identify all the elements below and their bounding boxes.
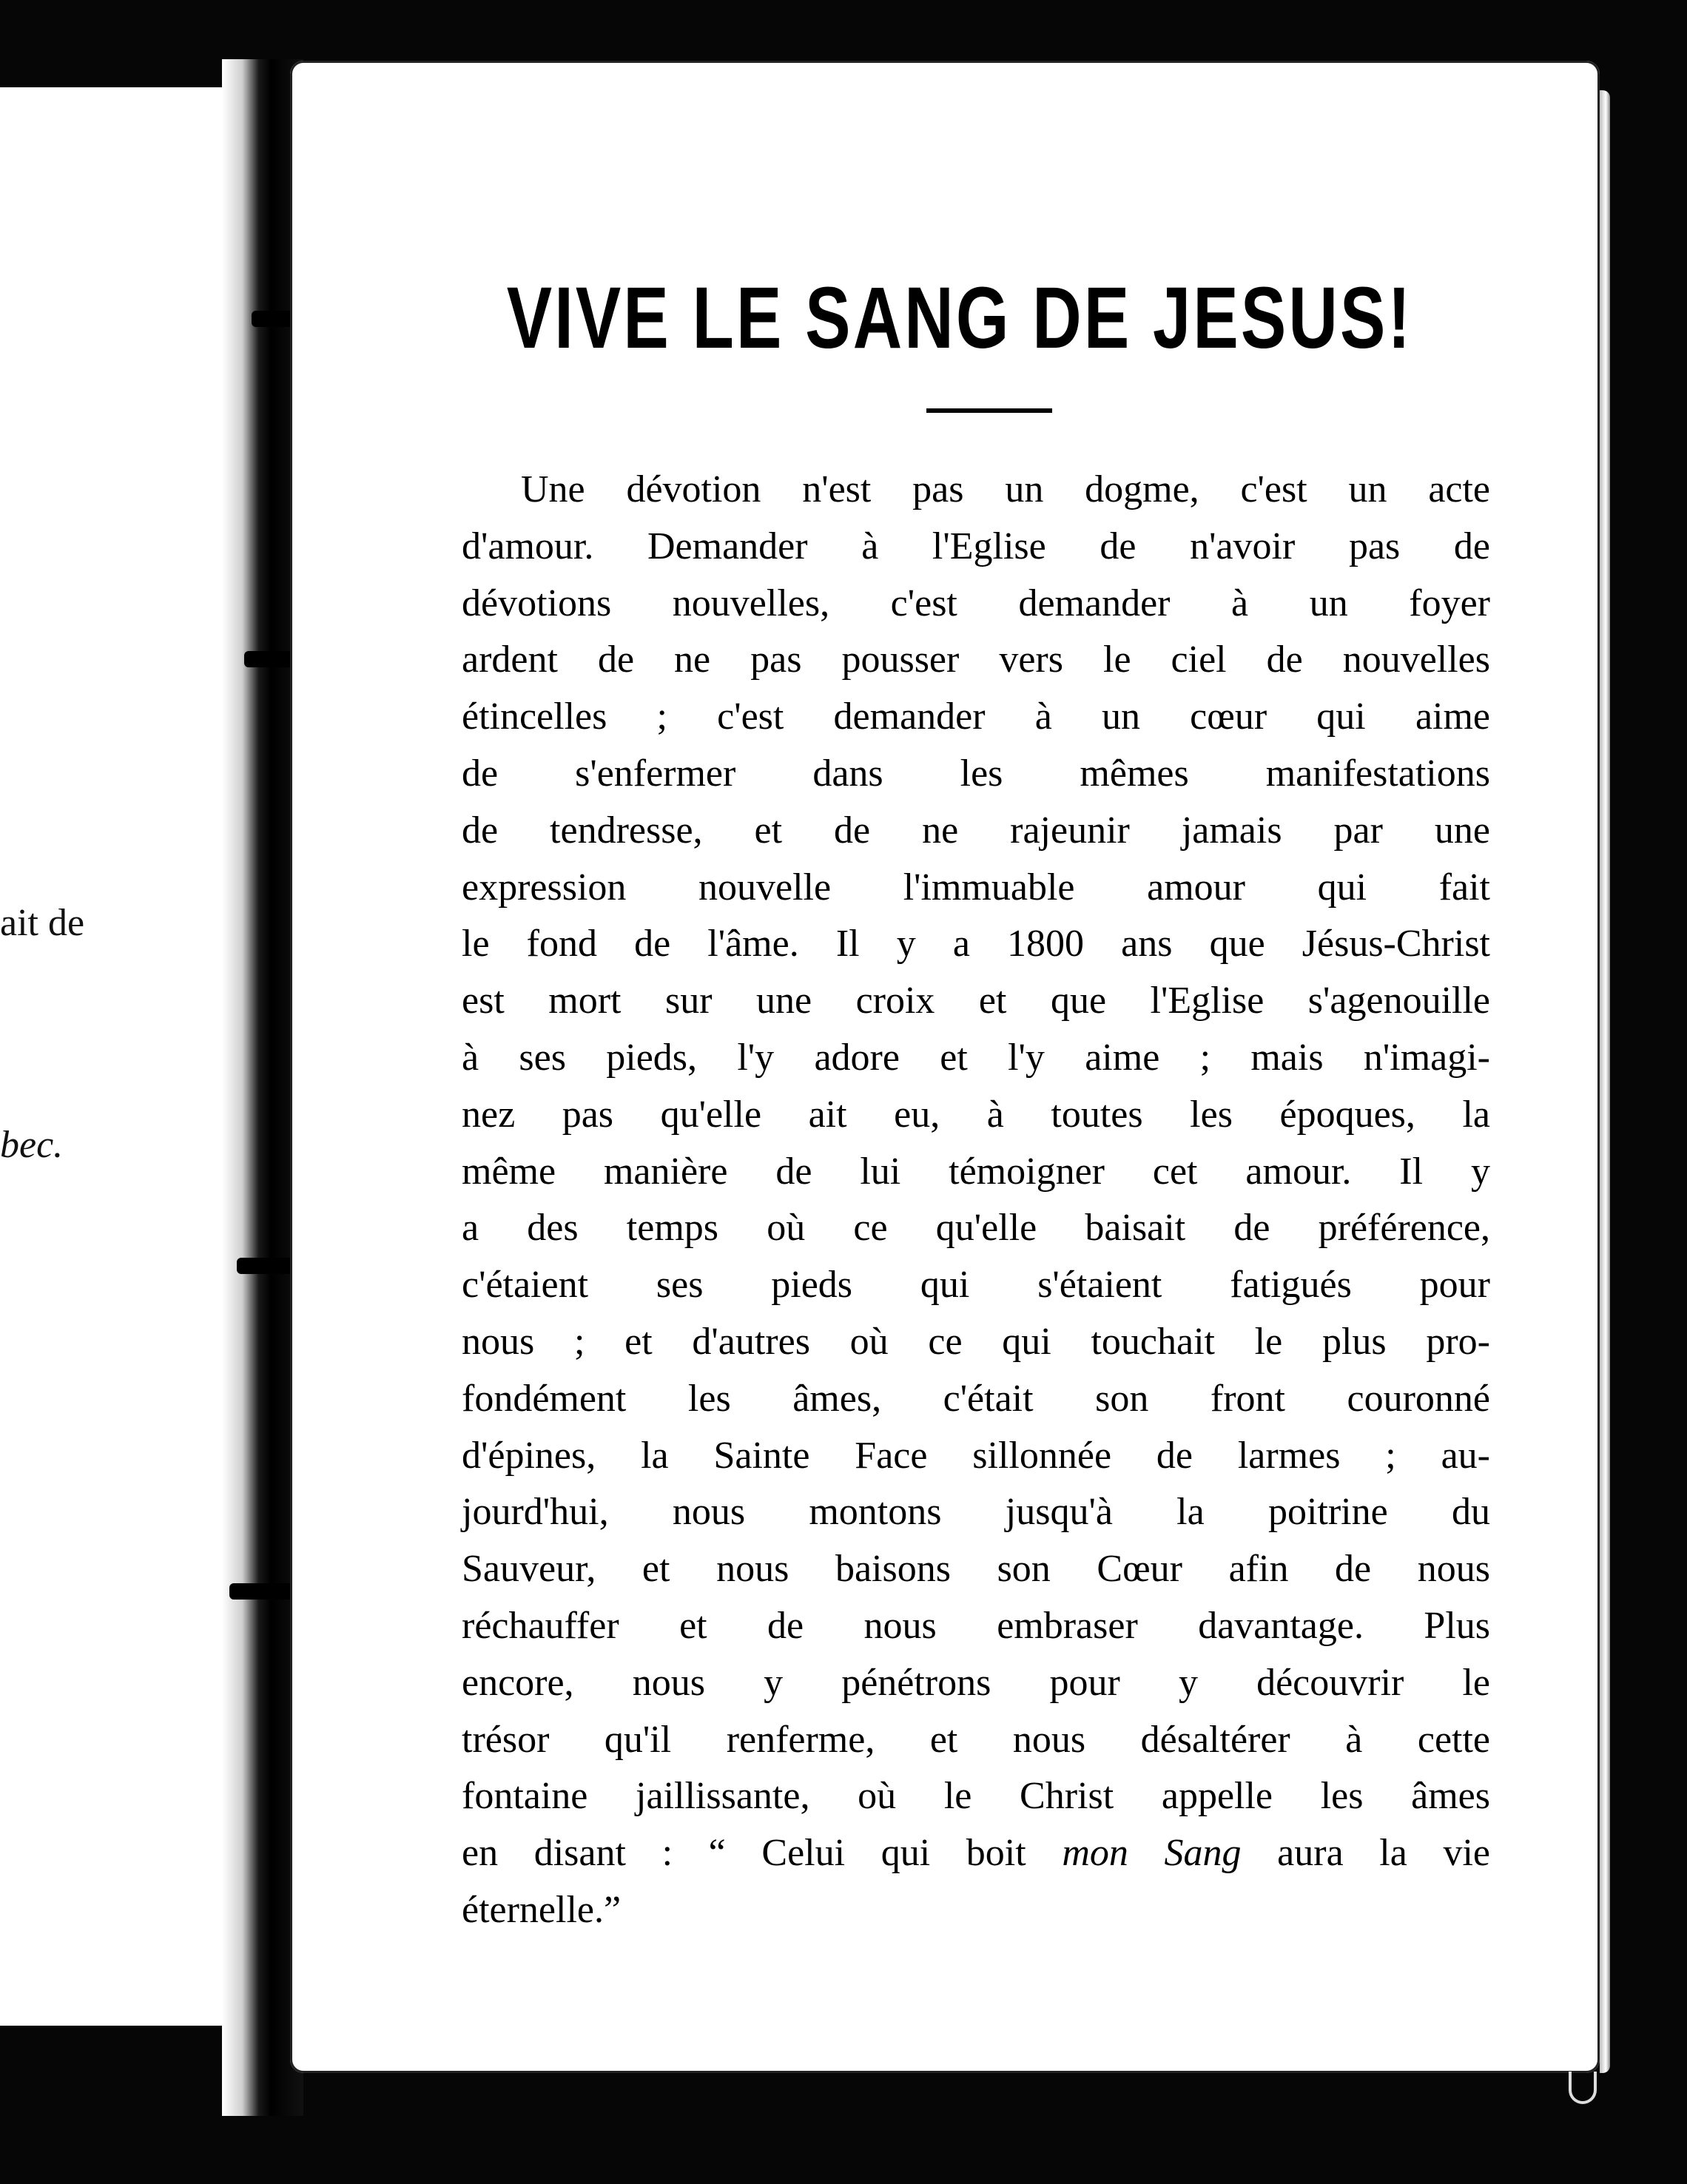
body-paragraph [462, 462, 1490, 1939]
text-line: à ses pieds, l'y adore et l'y aime ; mais n'imagi- [462, 1036, 1490, 1079]
text-line: de tendresse, et de ne rajeunir jamais par une [462, 809, 1490, 852]
text-line: nez pas qu'elle ait eu, à toutes les époques, la [462, 1093, 1490, 1136]
text-line: étincelles ; c'est demander à un cœur qui aime [462, 695, 1490, 738]
text-line: a des temps où ce qu'elle baisait de préférence, [462, 1207, 1490, 1250]
left-page-fragment [0, 87, 244, 2026]
text-line: fontaine jaillissante, où le Christ appelle les âmes [462, 1775, 1490, 1818]
text-line: nous ; et d'autres où ce qui touchait le plus pro- [462, 1320, 1490, 1363]
text-line: même manière de lui témoigner cet amour. Il y [462, 1150, 1490, 1193]
title-divider [926, 408, 1052, 413]
left-page-text-fragment: bec. [0, 1124, 64, 1166]
text-line: encore, nous y pénétrons pour y découvrir le [462, 1661, 1490, 1704]
corner-mark [1569, 2072, 1597, 2104]
text-line: expression nouvelle l'immuable amour qui fait [462, 866, 1490, 909]
page-title: VIVE LE SANG DE JESUS! [506, 269, 1413, 367]
text-line: fondément les âmes, c'était son front couronné [462, 1377, 1490, 1420]
closing-text-after: aura la vie [1241, 1832, 1490, 1875]
italic-emphasis: mon Sang [1062, 1832, 1242, 1875]
text-line: d'amour. Demander à l'Eglise de n'avoir pas de [462, 525, 1490, 567]
text-line: le fond de l'âme. Il y a 1800 ans que Jésus-Christ [462, 923, 1490, 965]
text-line: c'étaient ses pieds qui s'étaient fatigués pour [462, 1264, 1490, 1307]
text-line: Sauveur, et nous baisons son Cœur afin de nous [462, 1548, 1490, 1591]
text-line: est mort sur une croix et que l'Eglise s'agenouille [462, 980, 1490, 1022]
text-line: ardent de ne pas pousser vers le ciel de nouvelles [462, 638, 1490, 681]
book-page [290, 61, 1600, 2073]
text-line: de s'enfermer dans les mêmes manifestations [462, 752, 1490, 795]
text-line: d'épines, la Sainte Face sillonnée de larmes ; au- [462, 1434, 1490, 1477]
left-page-text-fragment: ait de [0, 902, 85, 944]
text-line: dévotions nouvelles, c'est demander à un foyer [462, 582, 1490, 624]
closing-text-before: en disant : “ Celui qui boit [462, 1832, 1063, 1875]
text-line: réchauffer et de nous embraser davantage. Plus [462, 1604, 1490, 1647]
page-edge [1600, 90, 1610, 2073]
text-line-final: éternelle.” [462, 1888, 622, 1931]
closing-quote-line [462, 1825, 1490, 1882]
text-line: Une dévotion n'est pas un dogme, c'est un acte [521, 468, 1490, 510]
text-line: trésor qu'il renferme, et nous désaltérer à cette [462, 1718, 1490, 1761]
text-line: jourd'hui, nous montons jusqu'à la poitrine du [462, 1491, 1490, 1534]
